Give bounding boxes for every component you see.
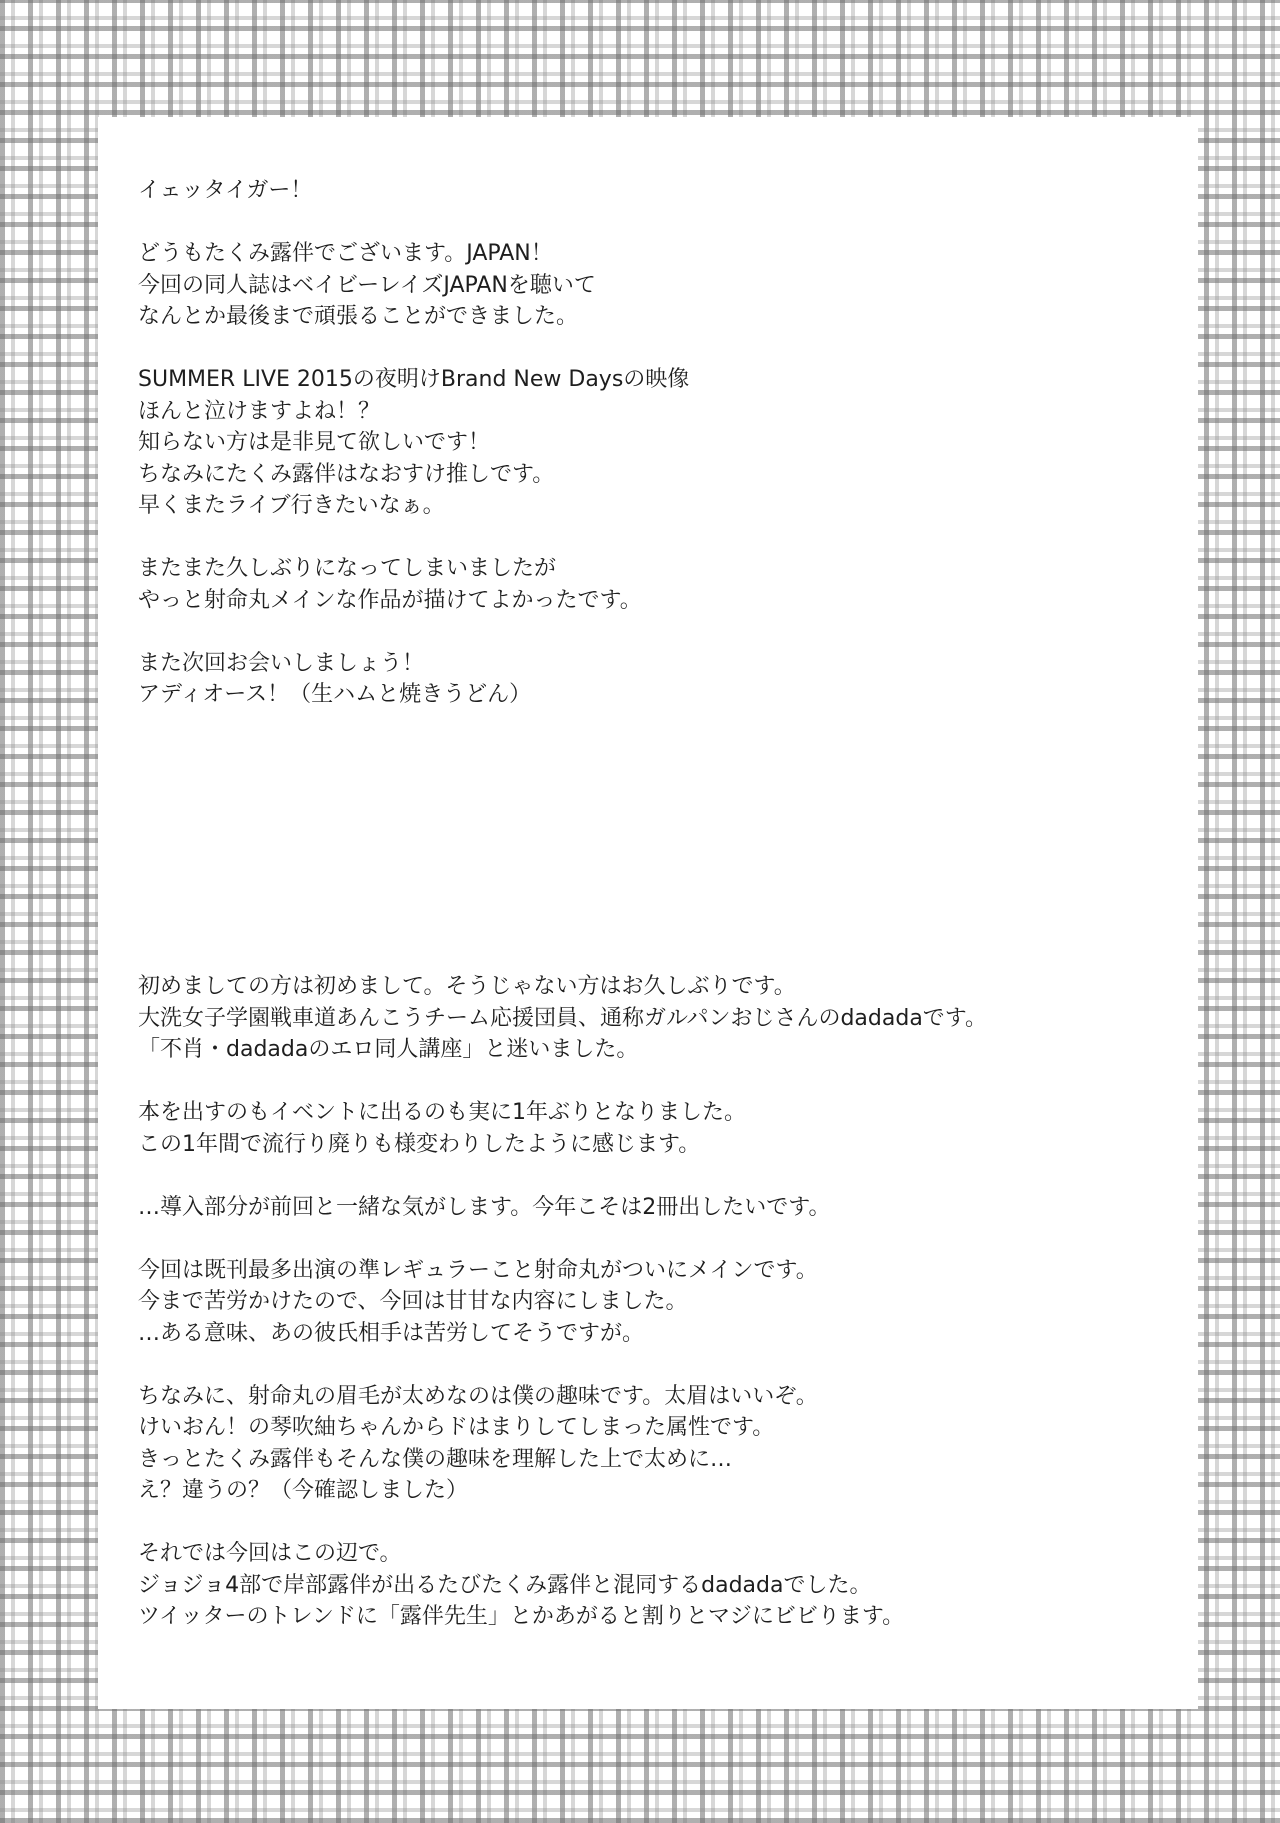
text-line: 大洗女子学園戦車道あんこうチーム応援団員、通称ガルパンおじさんのdadadaです。 xyxy=(138,1005,988,1031)
text-line: ジョジョ4部で岸部露伴が出るたびたくみ露伴と混同するdadadaでした。 xyxy=(138,1572,872,1598)
text-line: え？違うの？（今確認しました） xyxy=(138,1478,469,1503)
text-line: それでは今回はこの辺で。 xyxy=(138,1541,402,1566)
content-panel xyxy=(98,117,1198,1709)
text-line: けいおん！の琴吹紬ちゃんからドはまりしてしまった属性です。 xyxy=(138,1415,775,1440)
text-line: …導入部分が前回と一緒な気がします。今年こそは2冊出したいです。 xyxy=(138,1194,831,1220)
text-line: 初めましての方は初めまして。そうじゃない方はお久しぶりです。 xyxy=(138,974,796,999)
blank-line xyxy=(138,207,1158,239)
text-line: アディオース！（生ハムと焼きうどん） xyxy=(138,682,532,707)
text-line: やっと射命丸メインな作品が描けてよかったです。 xyxy=(138,587,642,613)
text-line: またまた久しぶりになってしまいましたが xyxy=(138,556,557,581)
text-line: 今回は既刊最多出演の準レギュラーこと射命丸がついにメインです。 xyxy=(138,1257,818,1283)
afterword-dadada xyxy=(138,971,1158,1633)
blank-line xyxy=(138,333,1158,365)
text-line: 今回の同人誌はベイビーレイズJAPANを聴いて xyxy=(138,272,596,298)
text-line: ちなみにたくみ露伴はなおすけ推しです。 xyxy=(138,461,555,487)
text-line: 今まで苦労かけたので、今回は甘甘な内容にしました。 xyxy=(138,1289,688,1314)
text-line: ほんと泣けますよね！？ xyxy=(138,398,381,424)
blank-line xyxy=(138,522,1158,554)
blank-line xyxy=(138,1066,1158,1098)
blank-line xyxy=(138,616,1158,648)
text-line: 知らない方は是非見て欲しいです！ xyxy=(138,430,491,455)
text-line: SUMMER LIVE 2015の夜明けBrand New Daysの映像 xyxy=(138,367,690,392)
text-line: また次回お会いしましょう！ xyxy=(138,650,425,676)
blank-line xyxy=(138,1160,1158,1192)
text-line: きっとたくみ露伴もそんな僕の趣味を理解した上で太めに… xyxy=(138,1446,733,1472)
text-line: なんとか最後まで頑張ることができました。 xyxy=(138,304,579,329)
text-line: 本を出すのもイベントに出るのも実に1年ぶりとなりました。 xyxy=(138,1100,746,1125)
afterword-takumi-rohan xyxy=(138,175,1158,711)
text-line: この1年間で流行り廃りも様変わりしたように感じます。 xyxy=(138,1131,701,1157)
blank-line xyxy=(138,1507,1158,1539)
text-line: ツイッターのトレンドに「露伴先生」とかあがると割りとマジにビビります。 xyxy=(138,1604,905,1629)
blank-line xyxy=(138,1349,1158,1381)
blank-line xyxy=(138,1223,1158,1255)
text-line: 早くまたライブ行きたいなぁ。 xyxy=(138,493,445,518)
text-line: イェッタイガー！ xyxy=(138,178,313,203)
text-line: どうもたくみ露伴でございます。JAPAN！ xyxy=(138,241,553,266)
text-line: …ある意味、あの彼氏相手は苦労してそうですが。 xyxy=(138,1320,645,1346)
text-line: 「不肖・dadadaのエロ同人講座」と迷いました。 xyxy=(138,1037,639,1062)
text-line: ちなみに、射命丸の眉毛が太めなのは僕の趣味です。太眉はいいぞ。 xyxy=(138,1383,818,1409)
